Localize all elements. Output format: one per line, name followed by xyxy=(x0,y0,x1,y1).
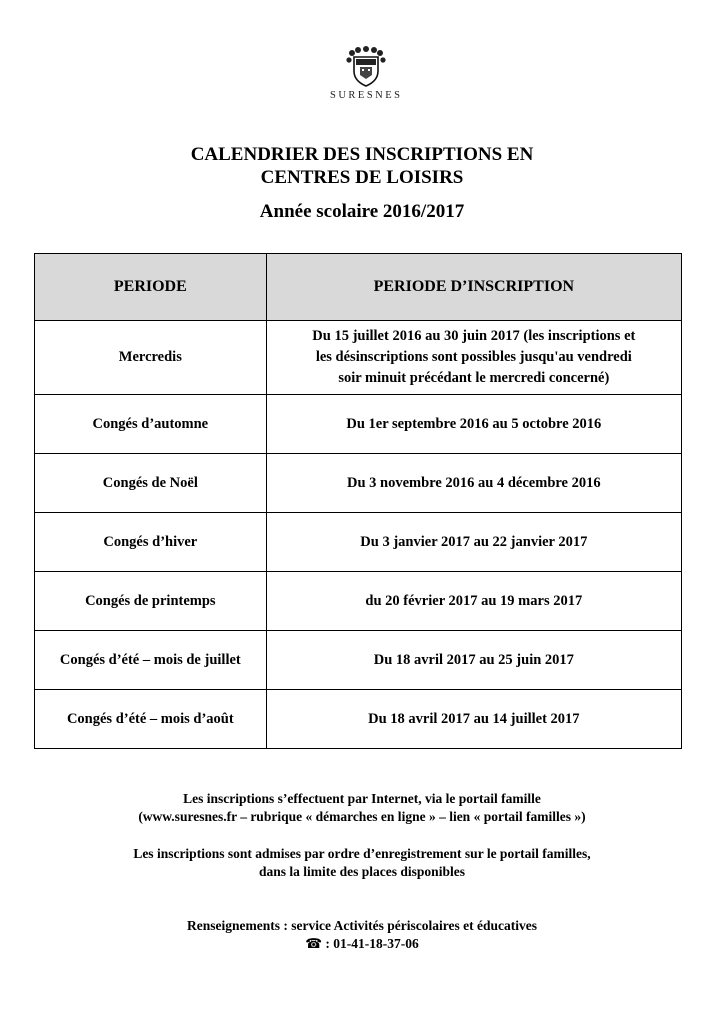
table-row xyxy=(35,513,682,572)
internet-info-line2: (www.suresnes.fr – rubrique « démarches en ligne » – lien « portail familles ») xyxy=(138,809,586,824)
table-row xyxy=(35,690,682,749)
contact-info xyxy=(0,917,724,953)
registration-line: soir minuit précédant le mercredi concerné) xyxy=(338,370,610,386)
internet-info-line1: Les inscriptions s’effectuent par Internet, via le portail famille xyxy=(183,791,541,806)
period-cell: Congés d’hiver xyxy=(35,513,267,572)
registration-line: les désinscriptions sont possibles jusqu'au vendredi xyxy=(315,349,632,365)
order-info-line2: dans la limite des places disponibles xyxy=(259,864,465,879)
table-row xyxy=(35,631,682,690)
coat-of-arms-icon xyxy=(344,45,388,89)
registration-cell: Du 3 novembre 2016 au 4 décembre 2016 xyxy=(266,454,681,513)
page-title-line2: CENTRES DE LOISIRS xyxy=(260,167,464,188)
table-header-row xyxy=(35,254,682,321)
internet-info xyxy=(0,790,724,826)
phone-icon: ☎ xyxy=(305,936,323,951)
table-row xyxy=(35,321,682,395)
registration-cell: Du 18 avril 2017 au 14 juillet 2017 xyxy=(266,690,681,749)
period-cell: Congés de printemps xyxy=(35,572,267,631)
table-row xyxy=(35,395,682,454)
period-cell: Congés d’été – mois de juillet xyxy=(35,631,267,690)
order-info-line1: Les inscriptions sont admises par ordre d’enregistrement sur le portail familles, xyxy=(133,846,591,861)
table-row xyxy=(35,454,682,513)
page-title-line1: CALENDRIER DES INSCRIPTIONS EN xyxy=(190,144,534,165)
suresnes-logo xyxy=(330,45,402,117)
phone-number: : 01-41-18-37-06 xyxy=(325,936,419,951)
order-info xyxy=(0,845,724,881)
phone-line xyxy=(0,935,724,953)
period-cell: Congés de Noël xyxy=(35,454,267,513)
registration-cell: Du 18 avril 2017 au 25 juin 2017 xyxy=(266,631,681,690)
registration-cell xyxy=(266,321,681,395)
period-cell: Congés d’automne xyxy=(35,395,267,454)
registration-calendar-table xyxy=(34,253,682,749)
table-row xyxy=(35,572,682,631)
registration-cell: Du 3 janvier 2017 au 22 janvier 2017 xyxy=(266,513,681,572)
registration-cell: Du 1er septembre 2016 au 5 octobre 2016 xyxy=(266,395,681,454)
period-cell: Mercredis xyxy=(35,321,267,395)
contact-label: Renseignements : service Activités périscolaires et éducatives xyxy=(187,918,537,933)
registration-cell: du 20 février 2017 au 19 mars 2017 xyxy=(266,572,681,631)
period-cell: Congés d’été – mois d’août xyxy=(35,690,267,749)
column-header-registration: PERIODE D’INSCRIPTION xyxy=(266,254,681,321)
school-year: Année scolaire 2016/2017 xyxy=(259,201,465,222)
registration-line: Du 15 juillet 2016 au 30 juin 2017 (les inscriptions et xyxy=(312,328,636,344)
logo-name: SURESNES xyxy=(330,90,403,101)
column-header-period: PERIODE xyxy=(35,254,267,321)
